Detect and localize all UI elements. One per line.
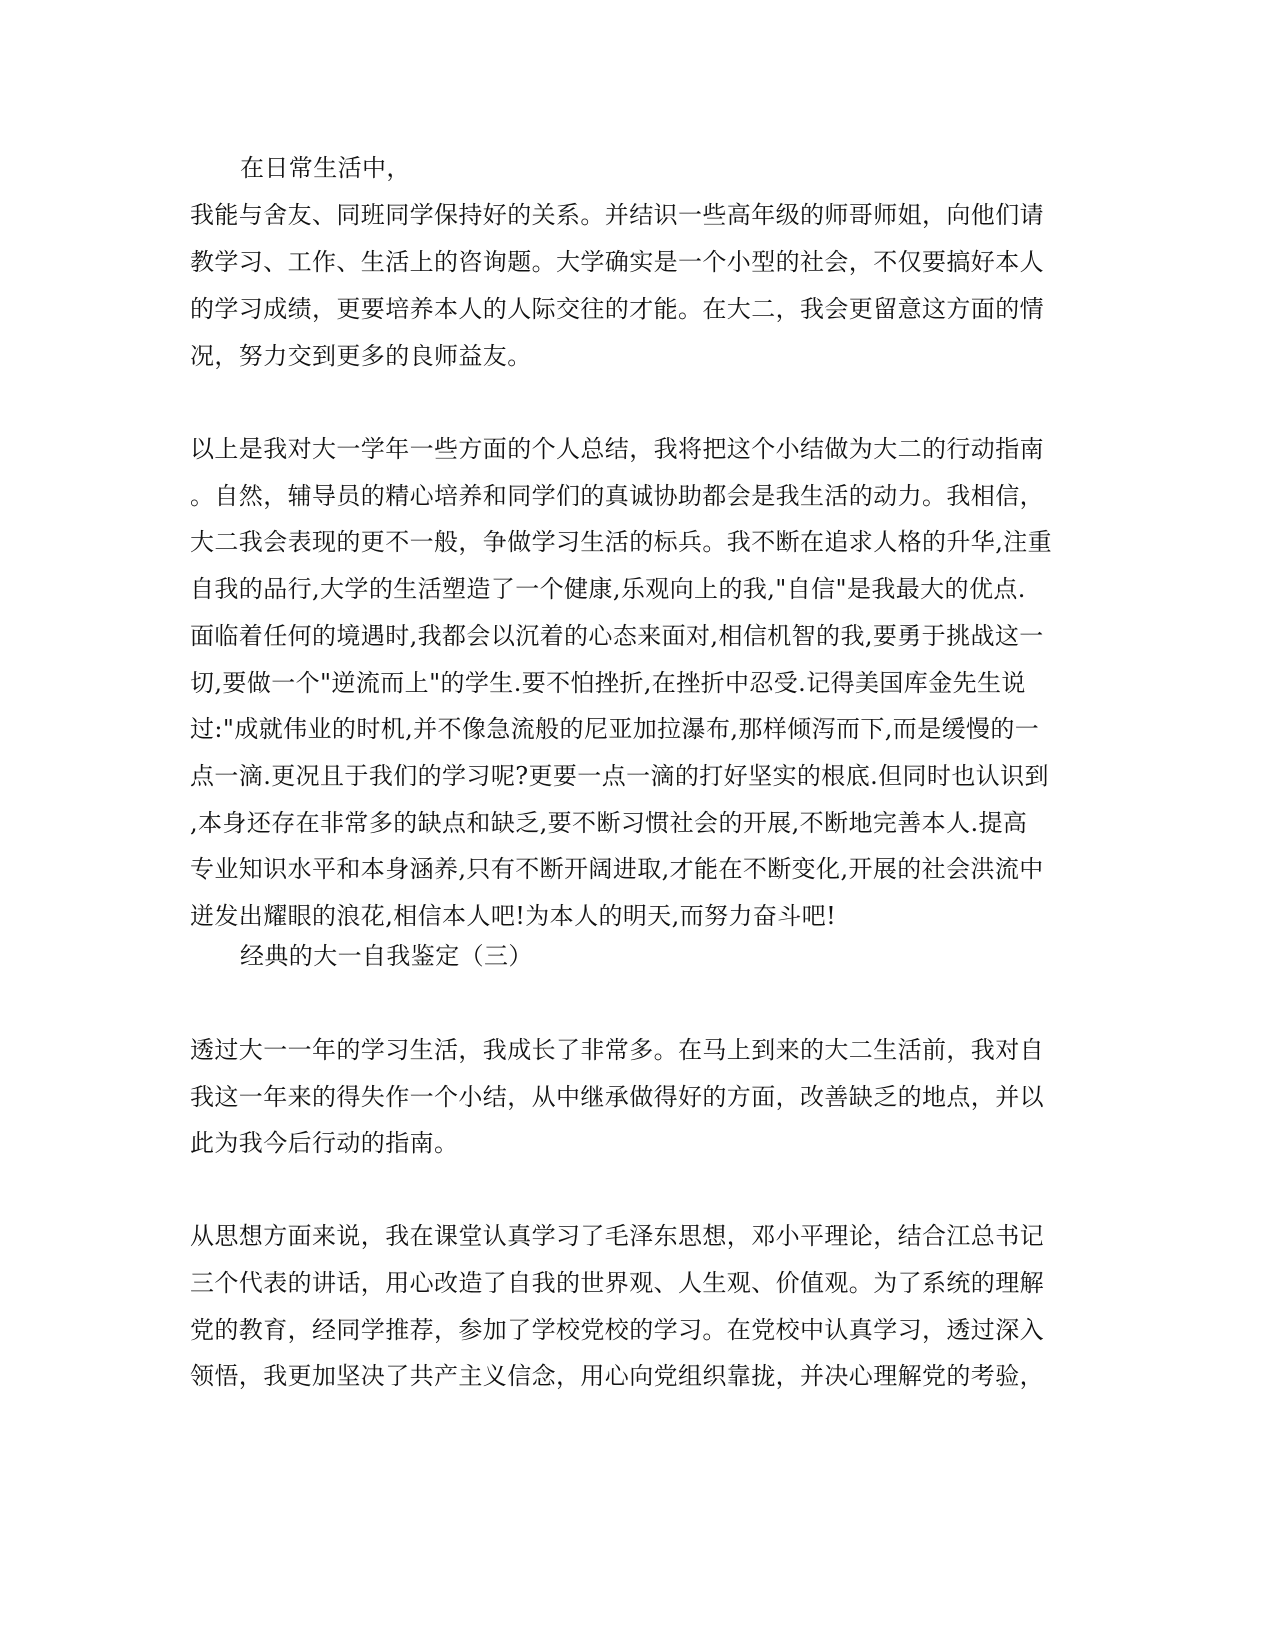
text-line: 透过大一一年的学习生活，我成长了非常多。在马上到来的大二生活前，我对自: [190, 1036, 1044, 1064]
section-heading: 经典的大一自我鉴定（三）: [240, 942, 533, 970]
text-line: 切,要做一个"逆流而上"的学生.要不怕挫折,在挫折中忍受.记得美国库金先生说: [190, 669, 1026, 697]
text-line: 迸发出耀眼的浪花,相信本人吧!为本人的明天,而努力奋斗吧!: [190, 902, 837, 930]
text-line: 自我的品行,大学的生活塑造了一个健康,乐观向上的我,"自信"是我最大的优点.: [190, 575, 1026, 603]
text-line: ,本身还存在非常多的缺点和缺乏,要不断习惯社会的开展,不断地完善本人.提高: [190, 809, 1028, 837]
text-line: 此为我今后行动的指南。: [190, 1129, 459, 1157]
text-line: 过:"成就伟业的时机,并不像急流般的尼亚加拉瀑布,那样倾泻而下,而是缓慢的一: [190, 715, 1040, 743]
text-line: 我这一年来的得失作一个小结，从中继承做得好的方面，改善缺乏的地点，并以: [190, 1083, 1044, 1111]
text-line: 我能与舍友、同班同学保持好的关系。并结识一些高年级的师哥师姐，向他们请: [190, 201, 1044, 229]
text-line: 从思想方面来说，我在课堂认真学习了毛泽东思想，邓小平理论，结合江总书记: [190, 1222, 1044, 1250]
text-line: 面临着任何的境遇时,我都会以沉着的心态来面对,相信机智的我,要勇于挑战这一: [190, 622, 1044, 650]
text-line: 以上是我对大一学年一些方面的个人总结，我将把这个小结做为大二的行动指南: [190, 435, 1044, 463]
text-line: 领悟，我更加坚决了共产主义信念，用心向党组织靠拢，并决心理解党的考验，: [190, 1362, 1044, 1390]
text-line: 。自然，辅导员的精心培养和同学们的真诚协助都会是我生活的动力。我相信，: [190, 482, 1044, 510]
text-line: 在日常生活中，: [240, 154, 411, 182]
text-line: 点一滴.更况且于我们的学习呢?更要一点一滴的打好坚实的根底.但同时也认识到: [190, 762, 1049, 790]
text-line: 况，努力交到更多的良师益友。: [190, 342, 532, 370]
text-line: 教学习、工作、生活上的咨询题。大学确实是一个小型的社会，不仅要搞好本人: [190, 248, 1044, 276]
text-line: 三个代表的讲话，用心改造了自我的世界观、人生观、价值观。为了系统的理解: [190, 1269, 1044, 1297]
text-line: 的学习成绩，更要培养本人的人际交往的才能。在大二，我会更留意这方面的情: [190, 295, 1044, 323]
text-line: 专业知识水平和本身涵养,只有不断开阔进取,才能在不断变化,开展的社会洪流中: [190, 855, 1044, 883]
text-line: 大二我会表现的更不一般，争做学习生活的标兵。我不断在追求人格的升华,注重: [190, 528, 1053, 556]
text-line: 党的教育，经同学推荐，参加了学校党校的学习。在党校中认真学习，透过深入: [190, 1316, 1044, 1344]
